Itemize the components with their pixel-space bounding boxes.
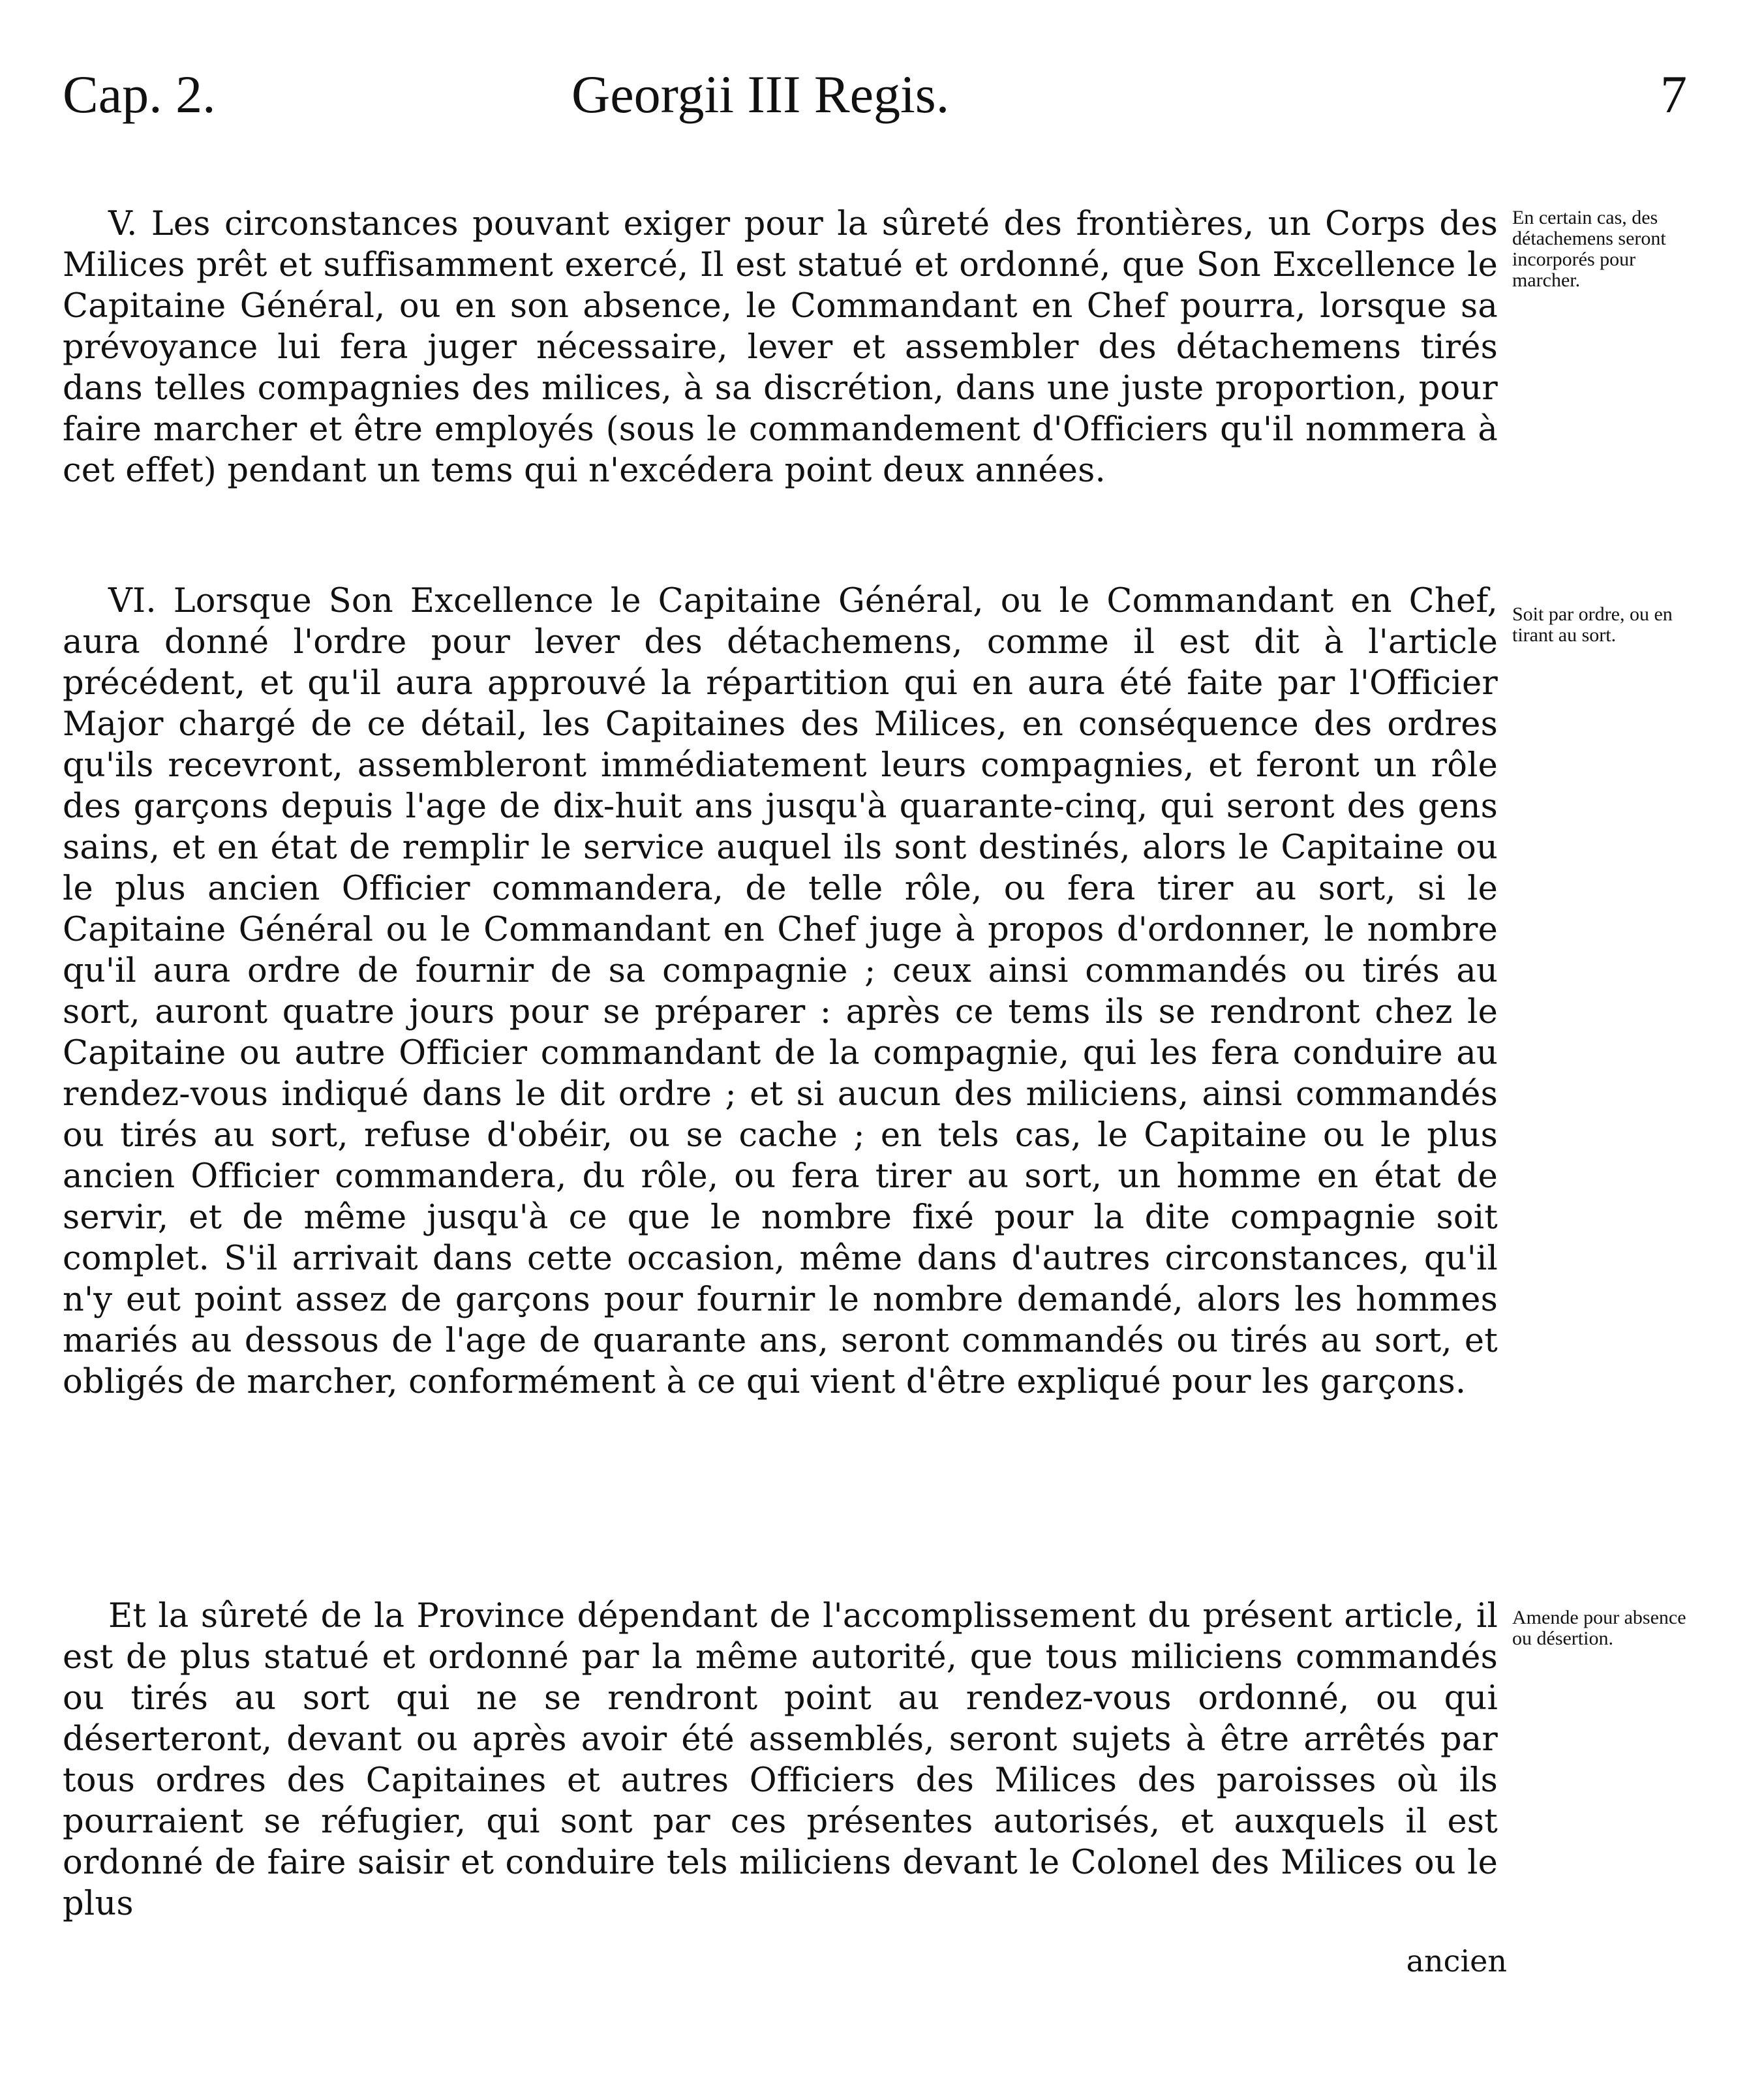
article-vi [63, 581, 1498, 1403]
article-v-text: V. Les circonstances pouvant exiger pour la sûreté des frontières, un Corps des Milices prêt et suffisamment exercé, Il est statué et ordonné, que Son Excellence le Capitaine Général, ou en son absence, le Commandant en Chef pourra, lorsque sa prévoyance lui fera juger nécessaire, lever et assembler des détachemens tirés dans telles compagnies des milices, à sa discrétion, dans une juste proportion, pour faire marcher et être employés (sous le commandement d'Officiers qu'il nommera à cet effet) pendant un tems qui n'excédera point deux années. [63, 205, 1498, 490]
margin-note-article-v: En certain cas, des détachemens seront incorporés pour marcher. [1512, 207, 1666, 291]
page-number: 7 [1660, 65, 1687, 124]
chapter-label: Cap. 2. [63, 65, 216, 124]
desertion-paragraph-text: Et la sûreté de la Province dépendant de l'accomplissement du présent article, il est de plus statué et ordonné par la même autorité, que tous miliciens commandés ou tirés au sort qui ne se rendront point au rendez-vous ordonné, ou qui déserteront, devant ou après avoir été assemblés, seront sujets à être arrêtés par tous ordres des Capitaines et autres Officiers des Milices des paroisses où ils pourraient se réfugier, qui sont par ces présentes autorisés, et auxquels il est ordonné de faire saisir et conduire tels miliciens devant le Colonel des Milices ou le plus [63, 1597, 1498, 1923]
reign-title: Georgii III Regis. [571, 65, 950, 124]
margin-note-article-vi: Soit par ordre, ou en tirant au sort. [1512, 603, 1673, 646]
article-v [63, 204, 1498, 491]
margin-note-desertion: Amende pour absence ou désertion. [1512, 1607, 1686, 1649]
article-vi-text: VI. Lorsque Son Excellence le Capitaine Général, ou le Commandant en Chef, aura donné l'ordre pour lever des détachemens, comme il est dit à l'article précédent, et qu'il aura approuvé la répartition qui en aura été faite par l'Officier Major chargé de ce détail, les Capitaines des Milices, en conséquence des ordres qu'ils recevront, assembleront immédiatement leurs compagnies, et feront un rôle des garçons depuis l'age de dix-huit ans jusqu'à quarante-cinq, qui seront des gens sains, et en état de remplir le service auquel ils sont destinés, alors le Capitaine ou le plus ancien Officier commandera, de telle rôle, ou fera tirer au sort, si le Capitaine Général ou le Commandant en Chef juge à propos d'ordonner, le nombre qu'il aura ordre de fournir de sa compagnie ; ceux ainsi commandés ou tirés au sort, auront quatre jours pour se préparer : après ce tems ils se rendront chez le Capitaine ou autre Officier commandant de la compagnie, qui les fera conduire au rendez-vous indiqué dans le dit ordre ; et si aucun des miliciens, ainsi commandés ou tirés au sort, refuse d'obéir, ou se cache ; en tels cas, le Capitaine ou le plus ancien Officier commandera, du rôle, ou fera tirer au sort, un homme en état de servir, et de même jusqu'à ce que le nombre fixé pour la dite compagnie soit complet. S'il arrivait dans cette occasion, même dans d'autres circonstances, qu'il n'y eut point assez de garçons pour fournir le nombre demandé, alors les hommes mariés au dessous de l'age de quarante ans, seront commandés ou tirés au sort, et obligés de marcher, conformément à ce qui vient d'être expliqué pour les garçons. [63, 582, 1498, 1401]
catchword: ancien [1406, 1943, 1507, 1979]
running-header [63, 59, 1687, 130]
desertion-paragraph [63, 1596, 1498, 1924]
